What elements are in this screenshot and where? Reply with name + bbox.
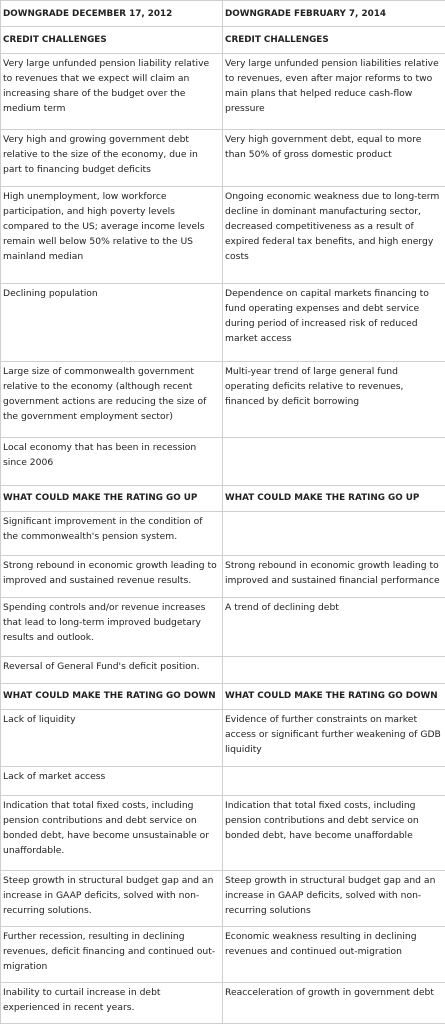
section-right-credit-challenges: CREDIT CHALLENGES [223,27,445,53]
table-row [1,555,445,598]
table-row [1,871,445,927]
cell-right: A trend of declining debt [223,598,445,657]
cell-left: Reversal of General Fund's deficit position. [1,657,223,683]
section-left-credit-challenges: CREDIT CHALLENGES [1,27,223,53]
cell-left: Strong rebound in economic growth leading to improved and sustained revenue results. [1,555,223,598]
header-left-downgrade-2012: DOWNGRADE DECEMBER 17, 2012 [1,1,223,27]
cell-left: Declining population [1,284,223,361]
header-right-downgrade-2014: DOWNGRADE FEBRUARY 7, 2014 [223,1,445,27]
cell-right: Economic weakness resulting in declining revenues and continued out-migration [223,927,445,983]
table-row [1,709,445,766]
table-row [1,130,445,187]
section-right-rating-up: WHAT COULD MAKE THE RATING GO UP [223,485,445,511]
cell-right: Dependence on capital markets financing to fund operating expenses and debt service during period of increased risk of reduced market access [223,284,445,361]
table-row [1,361,445,437]
cell-right [223,437,445,485]
table-row [1,766,445,795]
table-row [1,186,445,284]
table-row [1,927,445,983]
table-row [1,437,445,485]
table-row [1,284,445,361]
table-row [1,598,445,657]
cell-right: Very large unfunded pension liabilities relative to revenues, even after major reforms to two main plans that helped reduce cash-flow pressure [223,53,445,129]
table-row [1,511,445,555]
cell-left: Significant improvement in the condition of the commonwealth's pension system. [1,511,223,555]
cell-left: Indication that total fixed costs, including pension contributions and debt service on bonded debt, have become unsustainable or unaffordable. [1,796,223,871]
cell-right: Indication that total fixed costs, including pension contributions and debt service on bonded debt, have become unaffordable [223,796,445,871]
table-row [1,983,445,1024]
cell-left: Very high and growing government debt relative to the size of the economy, due in part to financing budget deficits [1,130,223,187]
cell-left: Local economy that has been in recession since 2006 [1,437,223,485]
cell-right: Reacceleration of growth in government debt [223,983,445,1024]
section-left-rating-up: WHAT COULD MAKE THE RATING GO UP [1,485,223,511]
section-row-rating-up [1,485,445,511]
cell-left: Steep growth in structural budget gap and an increase in GAAP deficits, solved with non-recurring solutions. [1,871,223,927]
table-row [1,53,445,129]
cell-left: Lack of market access [1,766,223,795]
section-row-credit-challenges [1,27,445,53]
cell-left: Further recession, resulting in declining revenues, deficit financing and continued out-migration [1,927,223,983]
table-row [1,796,445,871]
section-right-rating-down: WHAT COULD MAKE THE RATING GO DOWN [223,683,445,709]
cell-right: Evidence of further constraints on market access or significant further weakening of GDB liquidity [223,709,445,766]
cell-left: High unemployment, low workforce participation, and high poverty levels compared to the US; average income levels remain well below 50% relative to the US mainland median [1,186,223,284]
table-body [1,1,445,1024]
section-left-rating-down: WHAT COULD MAKE THE RATING GO DOWN [1,683,223,709]
cell-right [223,657,445,683]
cell-right: Very high government debt, equal to more than 50% of gross domestic product [223,130,445,187]
cell-right [223,766,445,795]
table-row [1,657,445,683]
section-row-rating-down [1,683,445,709]
cell-right: Multi-year trend of large general fund operating deficits relative to revenues, financed by deficit borrowing [223,361,445,437]
cell-left: Inability to curtail increase in debt experienced in recent years. [1,983,223,1024]
cell-right [223,511,445,555]
cell-right: Strong rebound in economic growth leading to improved and sustained financial performance [223,555,445,598]
cell-right: Ongoing economic weakness due to long-term decline in dominant manufacturing sector, decreased competitiveness as a result of expired federal tax benefits, and high energy costs [223,186,445,284]
cell-left: Very large unfunded pension liability relative to revenues that we expect will claim an increasing share of the budget over the medium term [1,53,223,129]
cell-left: Lack of liquidity [1,709,223,766]
header-row-dates [1,1,445,27]
cell-left: Large size of commonwealth government relative to the economy (although recent government actions are reducing the size of the government employment sector) [1,361,223,437]
cell-right: Steep growth in structural budget gap and an increase in GAAP deficits, solved with non-recurring solutions [223,871,445,927]
cell-left: Spending controls and/or revenue increases that lead to long-term improved budgetary results and outlook. [1,598,223,657]
